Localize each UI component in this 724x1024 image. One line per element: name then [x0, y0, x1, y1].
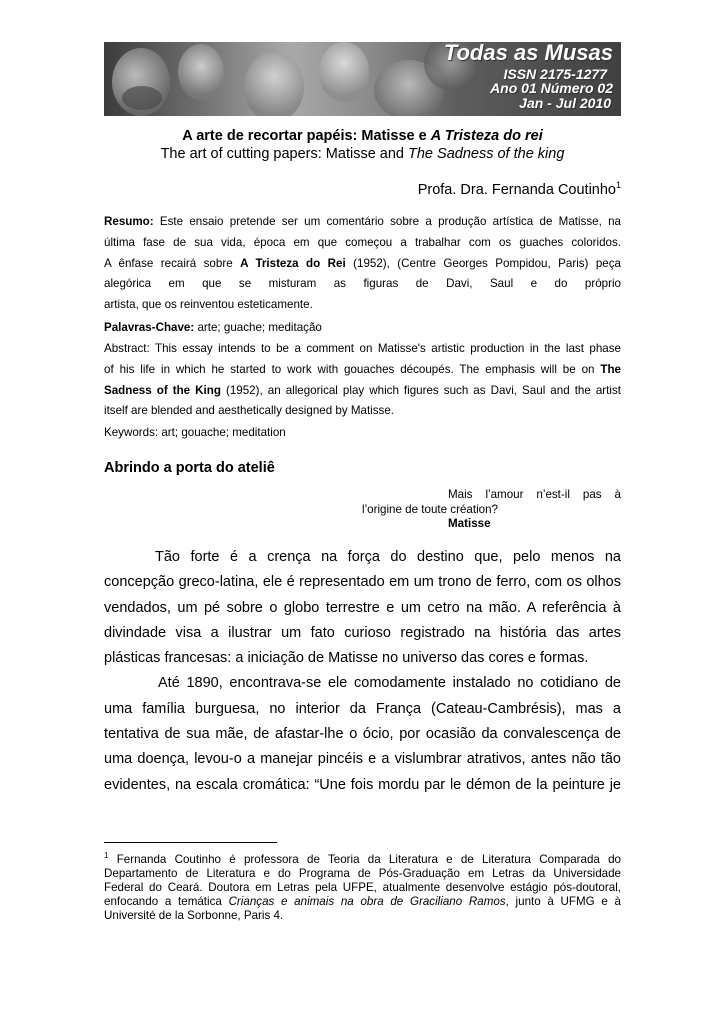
epigraph-line: Mais l’amour n’est-il pas à	[448, 488, 621, 501]
journal-name: Todas as Musas	[443, 42, 613, 65]
resumo-line: artista, que os reinventou esteticamente.	[104, 298, 313, 312]
abstract-paragraph	[104, 339, 621, 422]
footnote-text: , junto à UFMG e à	[505, 894, 621, 908]
title-en-text: The art of cutting papers: Matisse and	[160, 146, 409, 162]
journal-issue: Ano 01 Número 02	[490, 80, 613, 96]
banner-painting-figure	[244, 52, 304, 116]
resumo-paragraph	[104, 212, 621, 316]
footnote-ref: 1	[615, 180, 621, 190]
article-title-en	[104, 146, 621, 162]
journal-banner	[104, 42, 621, 116]
epigraph	[362, 488, 621, 532]
footnote-text: Fernanda Coutinho é professora de Teoria da Literatura e de Literatura Comparada do	[108, 852, 621, 866]
section-heading: Abrindo a porta do ateliê	[104, 460, 275, 476]
epigraph-line: l’origine de toute création?	[362, 502, 498, 516]
resumo-line: alegórica em que se misturam as figuras de Davi, Saul e do próprio	[104, 277, 621, 291]
banner-painting-figure	[178, 44, 224, 100]
footnote-rule	[104, 842, 277, 843]
article-title-pt	[104, 128, 621, 144]
abstract-text: (1952), an allegorical play which figures such as Davi, Saul and the artist	[220, 383, 621, 397]
body-line: plásticas francesas: a iniciação de Matisse no universo das cores e formas.	[104, 650, 589, 667]
body-line: evidentes, na escala cromática: “Une fois mordu par le démon de la peinture je	[104, 776, 621, 793]
abstract-line	[104, 360, 621, 381]
body-text	[104, 545, 621, 798]
body-line: uma família burguesa, no interior da França (Cateau-Cambrésis), mas a	[104, 700, 621, 717]
footnote-line: Université de la Sorbonne, Paris 4.	[104, 908, 284, 922]
footnote-line	[104, 849, 621, 867]
body-line: divindade visa a ilustrar um fato curioso registrado na história das artes	[104, 624, 621, 641]
title-pt-text: A arte de recortar papéis: Matisse e	[182, 128, 431, 144]
keywords-en: Keywords: art; gouache; meditation	[104, 426, 286, 439]
title-en-italic: The Sadness of the king	[408, 146, 565, 162]
title-pt-italic: A Tristeza do rei	[430, 128, 543, 144]
body-line: concepção greco-latina, ele é representado em um trono de ferro, com os olhos	[104, 574, 621, 591]
footnote-line: Departamento de Literatura e do Programa de Pós-Graduação em Letras da Universidade	[104, 866, 621, 880]
footnote-line	[104, 895, 621, 909]
abstract-line	[104, 381, 621, 402]
author-line	[418, 180, 621, 198]
journal-period: Jan - Jul 2010	[519, 95, 611, 111]
body-line: tentativa de sua mãe, de afastar-lhe o ócio, por ocasião da convalescença de	[104, 726, 621, 743]
abstract-line: itself are blended and aesthetically designed by Matisse.	[104, 404, 395, 418]
keywords-pt-label: Palavras-Chave:	[104, 321, 195, 334]
footnote-mark: 1	[104, 851, 109, 860]
keywords-pt-text: arte; guache; meditação	[194, 321, 322, 334]
resumo-work-title: A Tristeza do Rei	[240, 256, 346, 270]
abstract-text: of his life in which he started to work with gouaches découpés. The emphasis will be on	[104, 362, 601, 376]
abstract-line: Abstract: This essay intends to be a comment on Matisse's artistic production in the last phase	[104, 342, 621, 355]
footnote-work-title: Crianças e animais na obra de Graciliano Ramos	[228, 894, 506, 908]
journal-issn: ISSN 2175-1277	[503, 66, 607, 82]
resumo-line: última fase de sua vida, época em que começou a trabalhar com os guaches coloridos.	[104, 235, 621, 249]
epigraph-author: Matisse	[448, 517, 491, 530]
banner-painting-figure	[319, 42, 369, 102]
resumo-text: (1952), (Centre Georges Pompidou, Paris) peça	[345, 256, 621, 270]
resumo-text: Este ensaio pretende ser um comentário sobre a produção artística de Matisse, na	[153, 215, 621, 228]
body-line: Tão forte é a crença na força do destino que, pelo menos na	[155, 549, 621, 565]
body-line: uma doença, levou-o a manejar pincéis e a vislumbrar atrativos, antes não tão	[104, 751, 621, 768]
footnote-text: enfocando a temática	[104, 894, 229, 908]
footnote	[104, 849, 621, 923]
body-line: vendados, um pé sobre o globo terrestre e um cetro na mão. A referência à	[104, 599, 621, 616]
abstract-work-title: The	[600, 362, 621, 376]
banner-lute-shape	[122, 86, 162, 110]
resumo-text: A ênfase recairá sobre	[104, 256, 241, 270]
body-line: Até 1890, encontrava-se ele comodamente instalado no cotidiano de	[158, 675, 621, 692]
resumo-line	[104, 254, 621, 275]
resumo-line	[104, 212, 621, 233]
footnote-line: Federal do Ceará. Doutora em Letras pela UFPE, atualmente desenvolve estágio pós-doutoral,	[104, 880, 621, 894]
abstract-work-title: Sadness of the King	[104, 383, 221, 397]
author-name: Profa. Dra. Fernanda Coutinho	[417, 181, 616, 198]
resumo-label: Resumo:	[104, 215, 154, 228]
keywords-pt	[104, 318, 621, 338]
